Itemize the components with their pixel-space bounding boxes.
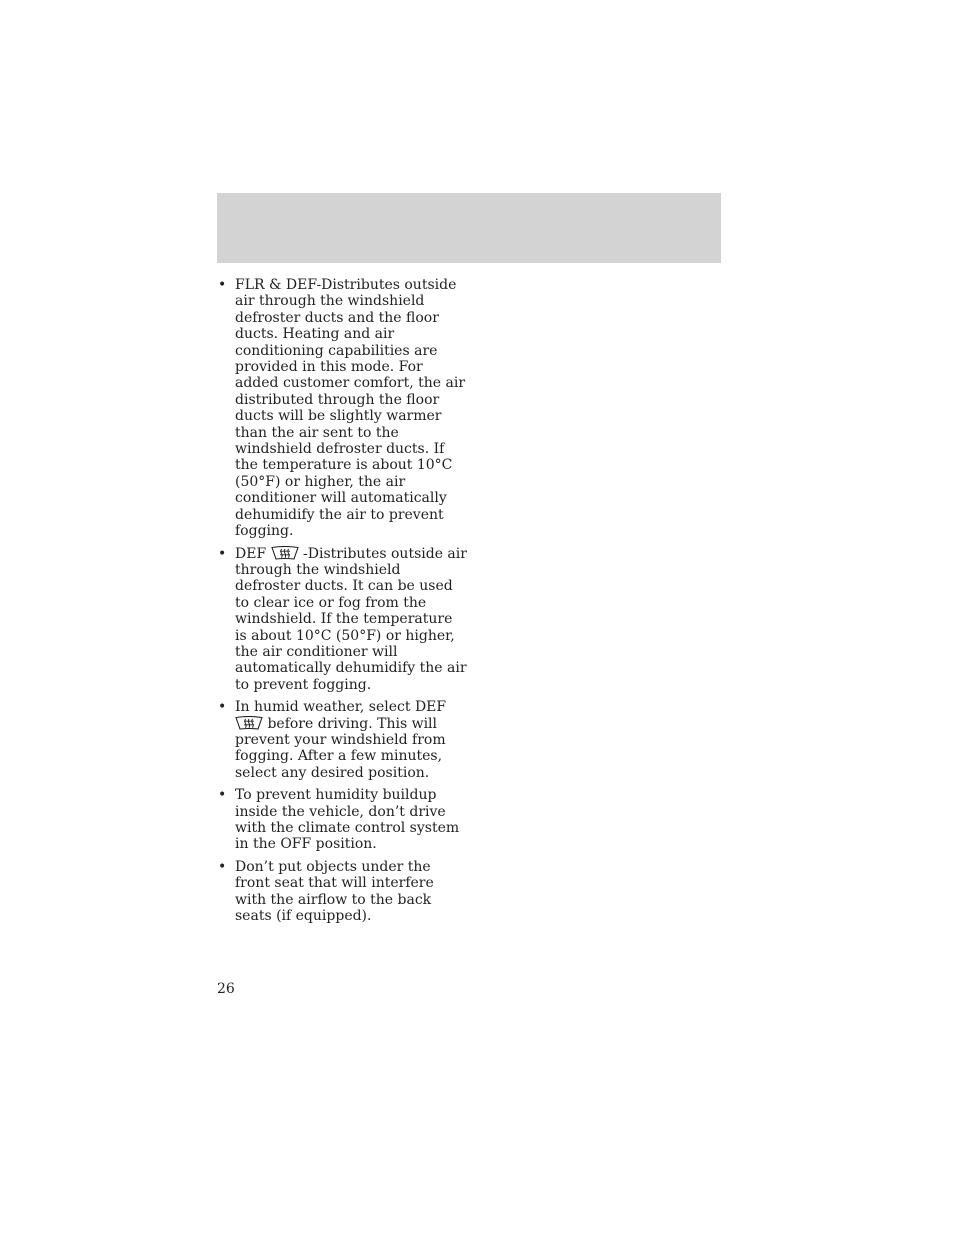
list-item-text: To prevent humidity buildup inside the vehicle, don’t drive with the climate control system in the OFF position. bbox=[235, 787, 460, 853]
header-band bbox=[217, 193, 721, 263]
list-item-text: DEF bbox=[235, 545, 271, 562]
windshield-defrost-icon bbox=[271, 546, 299, 560]
content-column bbox=[217, 277, 467, 930]
list-item-text: Don’t put objects under the front seat that will interfere with the airflow to the back seats (if equipped). bbox=[235, 858, 434, 925]
page-number: 26 bbox=[217, 981, 235, 997]
list-item-text: In humid weather, select DEF bbox=[235, 699, 447, 716]
bullet: • bbox=[218, 545, 227, 562]
list-item-text: -Distributes outside air through the windshield defroster ducts. It can be used to clear ice or fog from the windshield. If the temperature is about 10°C (50°F) or higher, the air conditioner will automatically dehumidify the air to prevent fogging. bbox=[235, 545, 467, 693]
bullet: • bbox=[218, 277, 227, 293]
list-item-flr-def bbox=[217, 277, 467, 540]
bullet: • bbox=[218, 858, 227, 875]
list-item-text: before driving. This will prevent your windshield from fogging. After a few minutes, select any desired position. bbox=[235, 715, 446, 781]
list-item-humid-weather bbox=[217, 699, 467, 781]
list-item-objects-under-seat bbox=[217, 859, 467, 925]
list-item-humidity-buildup bbox=[217, 787, 467, 853]
windshield-defrost-icon bbox=[235, 716, 263, 730]
list-item-def bbox=[217, 546, 467, 694]
mode-list bbox=[217, 277, 467, 693]
list-item-text: FLR & DEF-Distributes outside air through the windshield defroster ducts and the floor ducts. Heating and air conditioning capabilities are provided in this mode. For added customer comfort, the air distributed through the floor ducts will be slightly warmer than the air sent to the windshield defroster ducts. If the temperature is about 10°C (50°F) or higher, the air conditioner will automatically dehumidify the air to prevent fogging. bbox=[235, 277, 466, 540]
tips-list bbox=[217, 699, 467, 924]
bullet: • bbox=[218, 699, 227, 716]
bullet: • bbox=[218, 787, 227, 804]
